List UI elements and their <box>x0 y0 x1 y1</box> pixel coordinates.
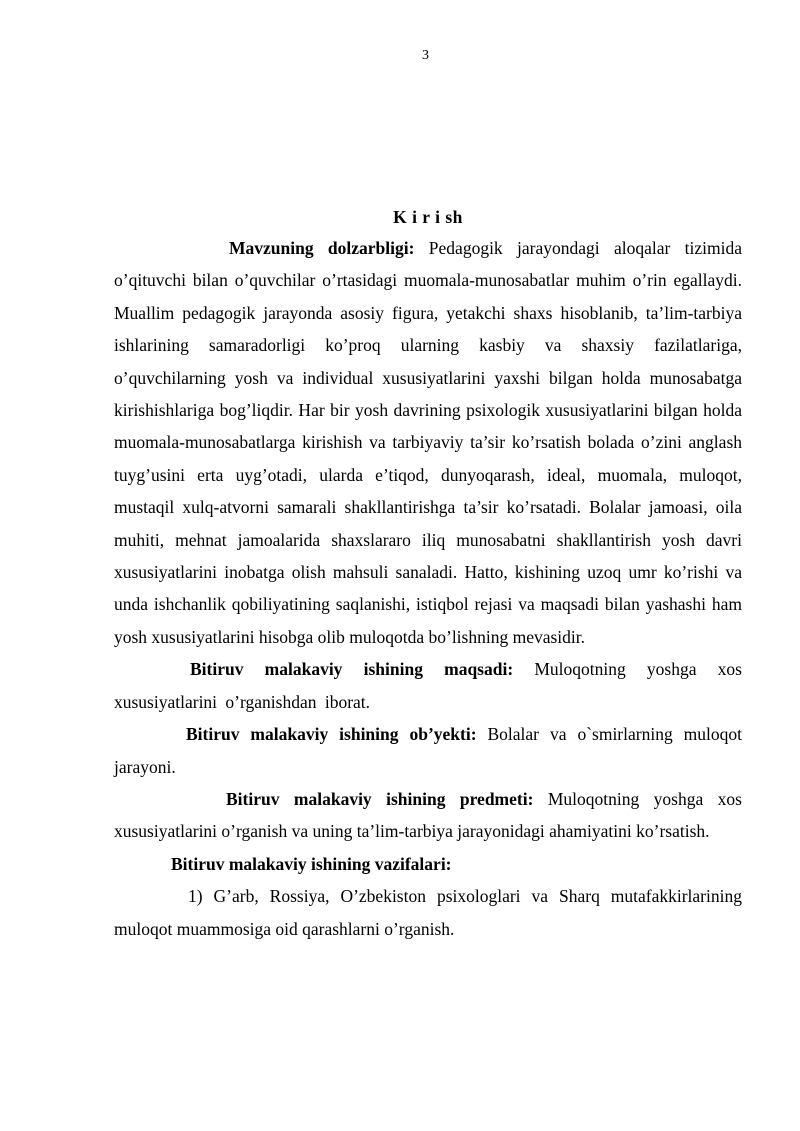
paragraph-object <box>114 718 742 783</box>
paragraph-label: Bitiruv malakaviy ishining vazifalari: <box>171 853 452 874</box>
paragraph-subject <box>114 783 742 848</box>
paragraph-label: Mavzuning dolzarbligi: <box>229 238 415 258</box>
page-number: 3 <box>422 48 429 63</box>
paragraph-label: Bitiruv malakaviy ishining maqsadi: <box>190 659 514 680</box>
paragraph-text: Muloqotning yoshga xos xususiyatlarini o’rganish va uning ta’lim-tarbiya jarayonidagi ahamiyatini ko’rsatish. <box>114 788 742 842</box>
paragraph-text: Pedagogik jarayondagi aloqalar tizimida o’qituvchi bilan o’quvchilar o’rtasidagi muomala-munosabatlar muhim o’rin egallaydi. Muallim pedagogik jarayonda asosiy figura, yetakchi shaxs hisoblanib, ta’lim-tarbiya ishlarining samaradorligi ko’proq ularning kasbiy va shaxsiy fazilatlariga, o’quvchilarning yosh va individual xususiyatlarini yaxshi bilgan holda munosabatga kirishishlariga bog’liqdir. Har bir yosh davrining psixologik xususiyatlarini bilgan holda muomala-munosabatlarga kirishish va tarbiyaviy ta’sir ko’rsatish bolada o’zini anglash tuyg’usini erta uyg’otadi, ularda e’tiqod, dunyoqarash, ideal, muomala, muloqot, mustaqil xulq-atvorni samarali shakllantirishga ta’sir ko’rsatadi. Bolalar jamoasi, oila muhiti, mehnat jamoalarida shaxslararo iliq munosabatni shakllantirish yosh davri xususiyatlarini inobatga olish mahsuli sanaladi. Hatto, kishining uzoq umr ko’rishi va unda ishchanlik qobiliyatining saqlanishi, istiqbol rejasi va maqsadi bilan yashashi ham yosh xususiyatlarini hisobga olib muloqotda bo’lishning mevasidir. <box>114 238 743 647</box>
paragraph-label: Bitiruv malakaviy ishining ob’yekti: <box>186 724 477 745</box>
paragraph-text: Muloqotning yoshga xos xususiyatlarini o’rganishdan iborat. <box>114 659 742 712</box>
paragraph-text: Bolalar va o`smirlarning muloqot jarayoni. <box>114 724 742 777</box>
paragraph-label: Bitiruv malakaviy ishining predmeti: <box>226 788 534 809</box>
document-body <box>114 232 742 945</box>
paragraph-relevance <box>114 232 742 653</box>
section-heading: K i r i sh <box>393 207 463 227</box>
paragraph-tasks-heading <box>114 848 742 880</box>
paragraph-goal <box>114 653 742 718</box>
paragraph-task-1 <box>114 880 742 945</box>
paragraph-text: 1) G’arb, Rossiya, O’zbekiston psixologlari va Sharq mutafakkirlarining muloqot muammosiga oid qarashlarni o’rganish. <box>114 886 742 939</box>
